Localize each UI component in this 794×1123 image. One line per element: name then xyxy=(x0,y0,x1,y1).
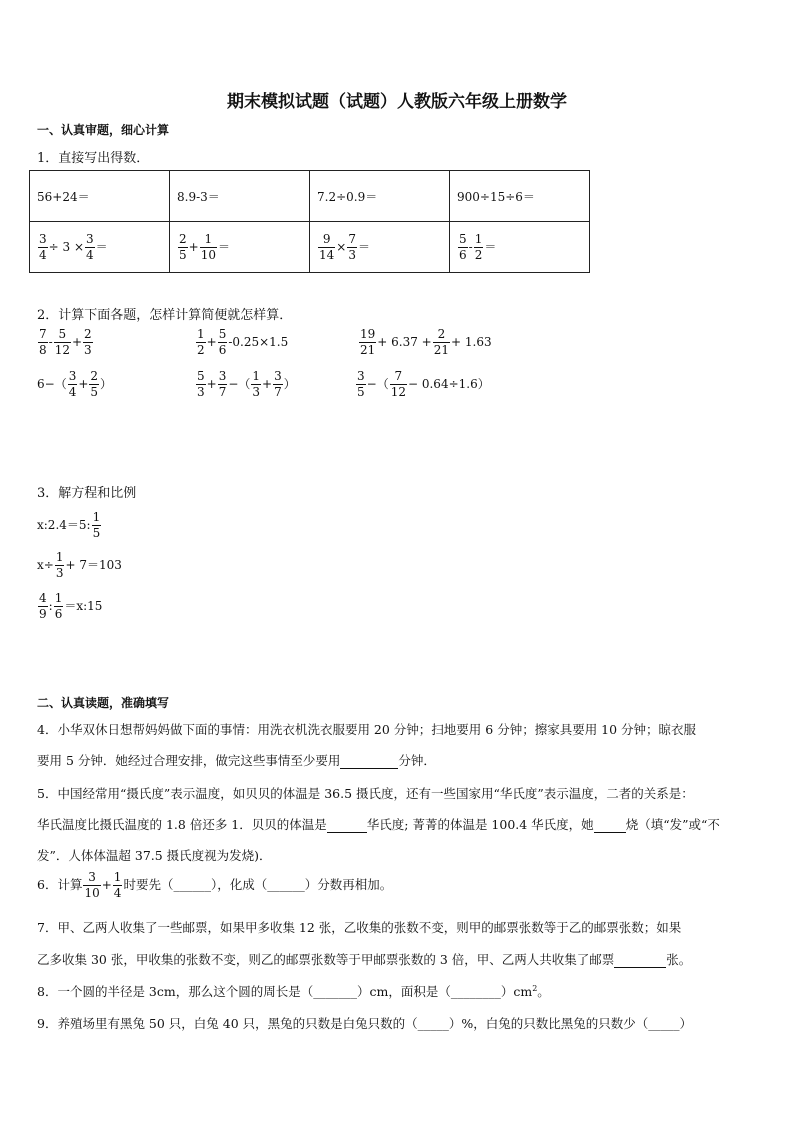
fraction: $\frac{3}{4}$ xyxy=(86,231,94,262)
expression-2-6: $\frac{3}{5}$ −（ $\frac{7}{12}$ − 0.64÷1.6） xyxy=(357,369,490,399)
question-7-line-1: 7．甲、乙两人收集了一些邮票，如果甲多收集 12 张，乙收集的张数不变，则甲的邮票张数等于乙的邮票张数；如果 xyxy=(37,920,682,935)
fraction: $\frac{9}{14}$ xyxy=(319,231,335,262)
question-8: 8．一个圆的半径是 3cm，那么这个圆的周长是（_______）cm，面积是$(\_\_\_\_\_\_\_\_)cm^2$。 xyxy=(37,983,550,999)
fraction: $\frac{1}{10}$ xyxy=(200,231,216,262)
calc-cell: $\frac{3}{4}$ ÷ 3 × $\frac{3}{4}$ ＝ xyxy=(30,222,170,273)
calc-cell: 900÷15÷6＝ xyxy=(450,171,590,222)
fraction: $\frac{2}{5}$ xyxy=(179,231,187,262)
answer-blank[interactable] xyxy=(594,817,626,833)
equation-3-3: $\frac{4}{9}$ : $\frac{1}{6}$ ＝x:15 xyxy=(39,591,103,621)
expression-2-5: $\frac{5}{3}$ + $\frac{3}{7}$ −（ $\frac{1}{3}$ + $\frac{3}{7}$ ） xyxy=(197,369,296,399)
equation-3-1: x:2.4＝5: $\frac{1}{5}$ xyxy=(37,510,101,540)
expression-2-3: $\frac{19}{21}$ + 6.37 + $\frac{2}{21}$ + 1.63 xyxy=(360,327,492,357)
calc-cell: 8.9-3＝ xyxy=(170,171,310,222)
expression-2-1: $\frac{7}{8}$ - $\frac{5}{12}$ + $\frac{2}{3}$ xyxy=(39,327,92,357)
calc-cell: 56+24＝ xyxy=(30,171,170,222)
calc-cell: $\frac{9}{14}$ × $\frac{7}{3}$ ＝ xyxy=(310,222,450,273)
question-3-label: 3．解方程和比例 xyxy=(37,486,137,501)
question-5-line-2: 华氏温度比摄氏温度的 1.8 倍还多 1．贝贝的体温是 华氏度; 菁菁的体温是 100.4 华氏度，她 烧（填“发”或“不 xyxy=(37,817,720,832)
table-row xyxy=(30,222,590,273)
fraction: $\frac{7}{3}$ xyxy=(348,231,356,262)
answer-blank[interactable] xyxy=(340,753,398,769)
question-7-line-2: 乙多收集 30 张，甲收集的张数不变，则乙的邮票张数等于甲邮票张数的 3 倍，甲、乙两人共收集了邮票 张。 xyxy=(37,952,692,967)
question-6: 6．计算 $\frac{3}{10}$ + $\frac{1}{4}$ 时要先（______），化成（______）分数再相加。 xyxy=(37,870,393,900)
expression-2-4: 6−（ $\frac{3}{4}$ + $\frac{2}{5}$ ） xyxy=(37,369,113,399)
calc-cell: 7.2÷0.9＝ xyxy=(310,171,450,222)
table-row xyxy=(30,171,590,222)
calc-cell: $\frac{5}{6}$ - $\frac{1}{2}$ ＝ xyxy=(450,222,590,273)
fraction: $\frac{5}{6}$ xyxy=(459,231,467,262)
question-4-line-1: 4．小华双休日想帮妈妈做下面的事情：用洗衣机洗衣服要用 20 分钟；扫地要用 6 分钟；擦家具要用 10 分钟；晾衣服 xyxy=(37,722,697,737)
fraction: $\frac{3}{4}$ xyxy=(39,231,47,262)
question-2-label: 2．计算下面各题，怎样计算简便就怎样算． xyxy=(37,308,293,323)
equation-3-2: x÷ $\frac{1}{3}$ + 7＝103 xyxy=(37,550,122,580)
calc-cell: $\frac{2}{5}$ + $\frac{1}{10}$ ＝ xyxy=(170,222,310,273)
answer-blank[interactable] xyxy=(327,817,367,833)
question-5-line-1: 5．中国经常用“摄氏度”表示温度，如贝贝的体温是 36.5 摄氏度，还有一些国家用“华氏度”表示温度，二者的关系是： xyxy=(37,786,694,801)
page-title: 期末模拟试题（试题）人教版六年级上册数学 xyxy=(227,92,567,112)
question-1-label: 1．直接写出得数． xyxy=(37,151,150,166)
answer-blank[interactable] xyxy=(614,952,666,968)
fraction: $\frac{1}{2}$ xyxy=(474,231,483,262)
section-1-heading: 一、认真审题，细心计算 xyxy=(37,123,170,137)
question-5-line-3: 发”．人体体温超 37.5 摄氏度视为发烧)． xyxy=(37,848,272,863)
section-2-heading: 二、认真读题，准确填写 xyxy=(37,696,170,710)
question-9: 9．养殖场里有黑兔 50 只，白兔 40 只，黑兔的只数是白兔只数的（_____）%，白兔的只数比黑兔的只数少（_____） xyxy=(37,1016,693,1031)
question-4-line-2: 要用 5 分钟．她经过合理安排，做完这些事情至少要用 分钟． xyxy=(37,753,436,768)
expression-2-2: $\frac{1}{2}$ + $\frac{5}{6}$ -0.25×1.5 xyxy=(197,327,289,357)
mental-calc-table xyxy=(29,170,590,273)
